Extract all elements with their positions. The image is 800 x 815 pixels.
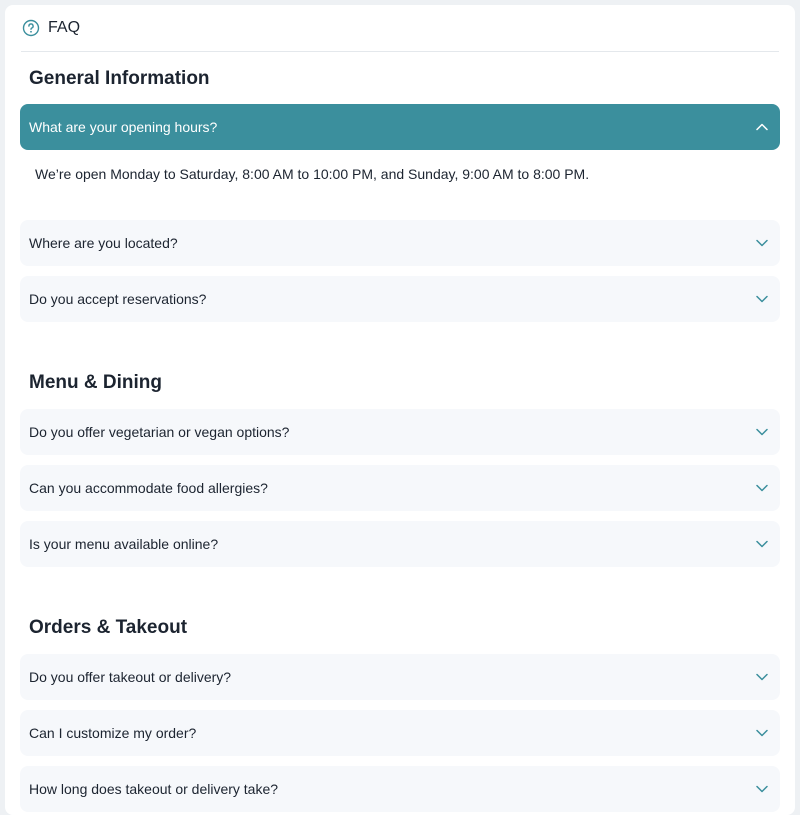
chevron-down-icon: [754, 291, 770, 307]
chevron-down-icon: [754, 781, 770, 797]
faq-item-vegetarian[interactable]: [20, 409, 780, 455]
faq-header: [21, 5, 779, 52]
faq-item-customize-order[interactable]: [20, 710, 780, 756]
faq-question: How long does takeout or delivery take?: [29, 781, 279, 797]
section-menu-dining: [5, 332, 795, 567]
faq-item-opening-hours[interactable]: [20, 104, 780, 150]
chevron-down-icon: [754, 725, 770, 741]
page-title: FAQ: [48, 19, 81, 36]
section-title: General Information: [29, 68, 210, 89]
faq-item-reservations[interactable]: [20, 276, 780, 322]
faq-item-allergies[interactable]: [20, 465, 780, 511]
faq-item-takeout-delivery[interactable]: [20, 654, 780, 700]
faq-question: Can you accommodate food allergies?: [29, 480, 268, 496]
help-circle-icon: [22, 19, 40, 37]
faq-question: What are your opening hours?: [29, 119, 218, 135]
faq-answer: We’re open Monday to Saturday, 8:00 AM to 10:00 PM, and Sunday, 9:00 AM to 8:00 PM.: [35, 166, 590, 182]
faq-question: Can I customize my order?: [29, 725, 197, 741]
faq-question: Is your menu available online?: [29, 536, 219, 552]
section-orders-takeout: [5, 577, 795, 812]
chevron-down-icon: [754, 669, 770, 685]
faq-question: Do you offer vegetarian or vegan options?: [29, 424, 290, 440]
faq-question: Do you accept reservations?: [29, 291, 207, 307]
chevron-down-icon: [754, 235, 770, 251]
chevron-up-icon: [754, 119, 770, 135]
faq-item-location[interactable]: [20, 220, 780, 266]
section-title: Menu & Dining: [29, 372, 162, 393]
faq-item-delivery-time[interactable]: [20, 766, 780, 812]
chevron-down-icon: [754, 424, 770, 440]
chevron-down-icon: [754, 536, 770, 552]
chevron-down-icon: [754, 480, 770, 496]
section-general-information: [5, 52, 795, 322]
faq-question: Where are you located?: [29, 235, 178, 251]
faq-item-menu-online[interactable]: [20, 521, 780, 567]
faq-card: [5, 5, 795, 815]
section-title: Orders & Takeout: [29, 617, 188, 638]
faq-question: Do you offer takeout or delivery?: [29, 669, 232, 685]
